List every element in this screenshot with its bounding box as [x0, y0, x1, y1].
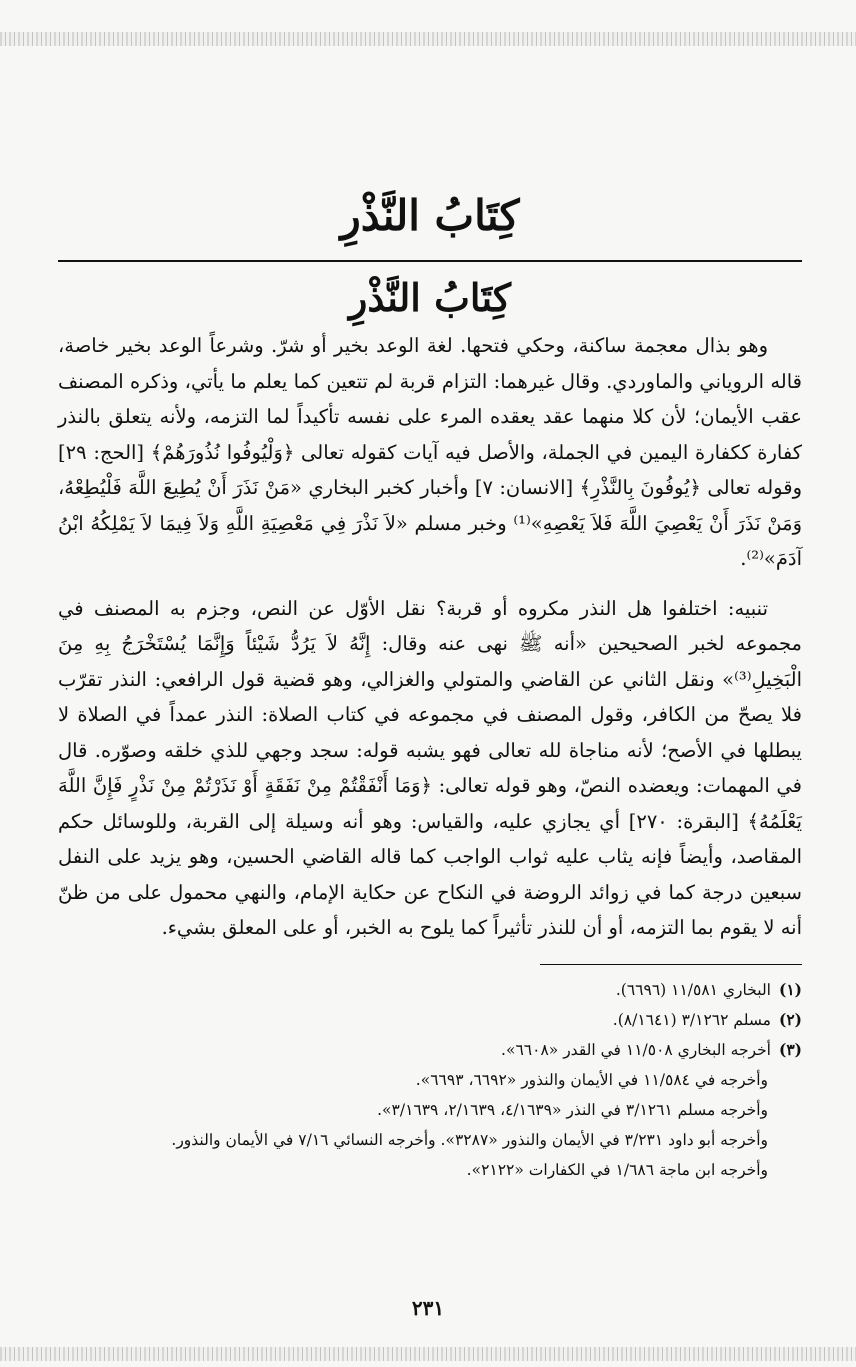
chapter-title: كِتَابُ النَّذْرِ	[340, 191, 520, 240]
page-edge-bottom	[0, 1347, 856, 1361]
page-edge-top	[0, 32, 856, 46]
footnote-continuation: وأخرجه في ١١/٥٨٤ في الأيمان والنذور «٦٦٩٢، ٦٦٩٣».	[415, 1070, 768, 1089]
footnote-continuation: وأخرجه أبو داود ٣/٢٣١ في الأيمان والنذور «٣٢٨٧». وأخرجه النسائي ٧/١٦ في الأيمان والنذور.	[171, 1130, 768, 1149]
paragraph-definition: وهو بذال معجمة ساكنة، وحكي فتحها. لغة الوعد بخير أو شرّ. وشرعاً الوعد بخير خاصة، قاله الروياني والماوردي. وقال غيرهما: التزام قربة لم تتعين كما يعلم ما يأتي، وذكره المصنف عقب الأيمان؛ لأن كلا منهما عقد يعقده المرء على نفسه تأكيداً لما التزمه، ولأنه يتعلق بالنذر كفارة ككفارة اليمين في الجملة، والأصل فيه آيات كقوله تعالى ﴿وَلْيُوفُوا نُذُورَهُمْ﴾ [الحج: ٢٩] وقوله تعالى ﴿يُوفُونَ بِالنَّذْرِ﴾ [الانسان: ٧] وأخبار كخبر البخاري «مَنْ نَذَرَ أَنْ يُطِيعَ اللَّهَ فَلْيُطِعْهُ، وَمَنْ نَذَرَ أَنْ يَعْصِيَ اللَّهَ فَلاَ يَعْصِهِ»⁽¹⁾ وخبر مسلم «لاَ نَذْرَ فِي مَعْصِيَةِ اللَّهِ وَلاَ فِيمَا لاَ يَمْلِكُهُ ابْنُ آدَمَ»⁽²⁾.	[58, 334, 802, 570]
footnote-text: أخرجه البخاري ١١/٥٠٨ في القدر «٦٦٠٨».	[501, 1040, 771, 1059]
paragraph-note: تنبيه: اختلفوا هل النذر مكروه أو قربة؟ نقل الأوّل عن النص، وجزم به المصنف في مجموعه لخبر الصحيحين «أنه ﷺ نهى عنه وقال: إِنَّهُ لاَ يَرُدُّ شَيْئاً وَإِنَّمَا يُسْتَخْرَجُ بِهِ مِنَ الْبَخِيلِ⁽³⁾» ونقل الثاني عن القاضي والمتولي والغزالي، وهو قضية قول الرافعي: النذر تقرّب فلا يصحّ من الكافر، وقول المصنف في مجموعه في كتاب الصلاة: النذر عمداً في الصلاة لا يبطلها في الأصح؛ لأنه مناجاة لله تعالى فهو يشبه قوله: سجد وجهي للذي خلقه وصوّره. قال في المهمات: ويعضده النصّ، وهو قوله تعالى: ﴿وَمَا أَنْفَقْتُمْ مِنْ نَفَقَةٍ أَوْ نَذَرْتُمْ مِنْ نَذْرٍ فَإِنَّ اللَّهَ يَعْلَمُهُ﴾ [البقرة: ٢٧٠] أي يجازي عليه، والقياس: وهو أنه وسيلة إلى القربة، وللوسائل حكم المقاصد، وأيضاً فإنه يثاب عليه ثواب الواجب كما قاله القاضي الحسين، وهو يزيد على النفل سبعين درجة كما في زوائد الروضة في النكاح عن حكاية الإمام، والنهي محمول على من ظنّ أنه لا يقوم بما التزمه، أو أن للنذر تأثيراً كما يلوح به الخبر، أو على المعلق بشيء.	[58, 596, 802, 939]
footnotes	[58, 975, 802, 1185]
footnote-number: (٢)	[778, 1009, 802, 1029]
footnote-continuation: وأخرجه ابن ماجة ١/٦٨٦ في الكفارات «٢١٢٢».	[466, 1160, 768, 1179]
footnote-1	[58, 975, 802, 1005]
page-number: ٢٣١	[411, 1296, 445, 1320]
footnote-number: (٣)	[778, 1039, 802, 1059]
footnote-text: مسلم ٣/١٢٦٢ (٨/١٦٤١).	[612, 1010, 771, 1029]
title-divider	[58, 260, 802, 262]
footnote-number: (١)	[778, 979, 802, 999]
footnote-2	[58, 1005, 802, 1035]
footnote-continuation: وأخرجه مسلم ٣/١٢٦١ في النذر «٤/١٦٣٩، ٢/١٦٣٩، ٣/١٦٣٩».	[377, 1100, 768, 1119]
section-title: كِتَابُ النَّذْرِ	[348, 275, 512, 320]
page-content	[58, 160, 802, 1185]
footnote-text: البخاري ١١/٥٨١ (٦٦٩٦).	[615, 980, 771, 999]
footnote-3	[58, 1035, 802, 1065]
footnote-divider	[540, 964, 802, 965]
body-text	[58, 328, 802, 946]
